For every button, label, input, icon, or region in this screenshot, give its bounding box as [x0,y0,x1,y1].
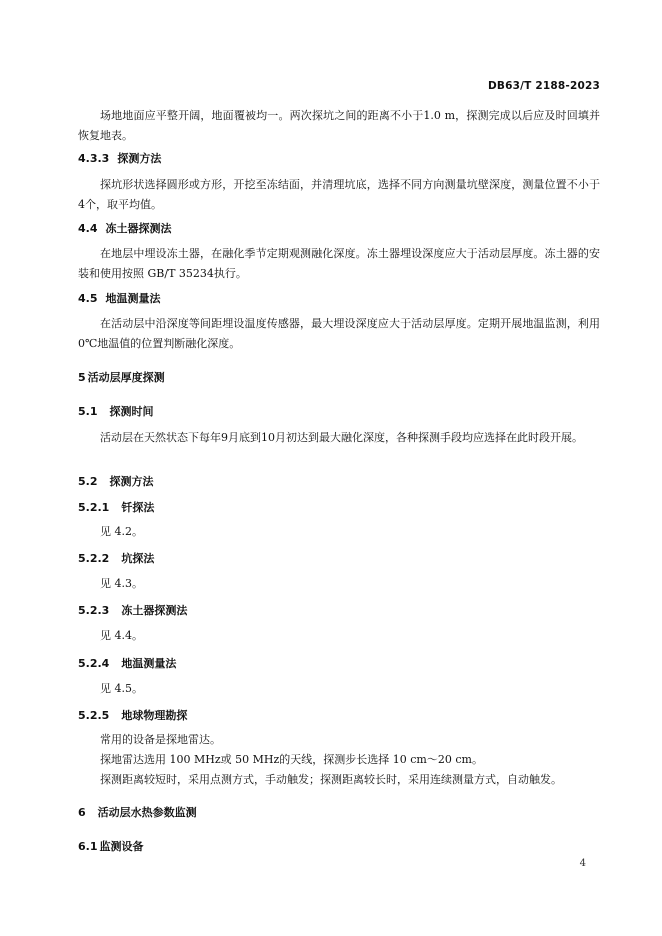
section-number: 4.4 [78,222,98,235]
paragraph: 探测距离较短时，采用点测方式，手动触发；探测距离较长时，采用连续测量方式，自动触发。 [100,773,562,786]
section-heading-5-2-5 [78,707,187,723]
paragraph: 见 4.2。 [100,525,143,538]
section-number: 5.2.4 [78,657,110,670]
section-heading-4-5 [78,290,161,306]
section-title: 钎探法 [121,501,155,514]
chapter-number: 5 [78,371,86,384]
section-heading-5-2-4 [78,655,176,671]
section-title: 坑探法 [121,552,155,565]
paragraph: 探地雷达选用 100 MHz或 50 MHz的天线，探测步长选择 10 cm～20 cm。 [100,753,483,766]
paragraph: 场地地面应平整开阔，地面覆被均一。两次探坑之间的距离不小于1.0 m，探测完成以后应及时回填并恢复地表。 [78,109,600,142]
chapter-heading-5 [78,369,165,385]
section-heading-5-1 [78,403,154,419]
paragraph: 见 4.3。 [100,577,143,590]
section-heading-5-2 [78,473,154,489]
section-number: 5.2.5 [78,709,110,722]
paragraph: 在地层中埋设冻土器，在融化季节定期观测融化深度。冻土器埋设深度应大于活动层厚度。冻土器的安装和使用按照 GB/T 35234执行。 [78,247,600,280]
section-title: 地球物理勘探 [121,709,188,722]
chapter-title: 活动层水热参数监测 [97,806,197,819]
section-title: 冻土器探测法 [105,222,172,235]
section-heading-5-2-2 [78,550,154,566]
section-heading-4-3-3 [78,150,161,166]
section-title: 探测方法 [109,475,154,488]
section-number: 5.2.1 [78,501,110,514]
chapter-title: 活动层厚度探测 [87,371,165,384]
section-heading-4-4 [78,220,172,236]
section-title: 地温测量法 [121,657,177,670]
paragraph: 见 4.4。 [100,629,143,642]
section-number: 5.2.2 [78,552,110,565]
section-number: 5.2.3 [78,604,110,617]
section-number: 5.1 [78,405,98,418]
paragraph: 探坑形状选择圆形或方形，开挖至冻结面，并清理坑底，选择不同方向测量坑壁深度，测量位置不小于4个，取平均值。 [78,178,600,211]
section-title: 探测时间 [109,405,154,418]
section-number: 4.5 [78,292,98,305]
paragraph: 常用的设备是探地雷达。 [100,733,221,746]
section-title: 监测设备 [99,840,144,853]
section-number: 6.1 [78,840,98,853]
section-heading-5-2-3 [78,602,187,618]
section-number: 4.3.3 [78,152,110,165]
section-number: 5.2 [78,475,98,488]
section-heading-6-1 [78,838,144,854]
paragraph: 在活动层中沿深度等间距埋设温度传感器，最大埋设深度应大于活动层厚度。定期开展地温监测，利用0℃地温值的位置判断融化深度。 [78,317,600,350]
page-number: 4 [579,858,586,869]
chapter-heading-6 [78,804,197,820]
paragraph: 活动层在天然状态下每年9月底到10月初达到最大融化深度，各种探测手段均应选择在此时段开展。 [100,431,583,444]
section-title: 冻土器探测法 [121,604,188,617]
section-heading-5-2-1 [78,499,154,515]
paragraph: 见 4.5。 [100,682,143,695]
chapter-number: 6 [78,806,86,819]
section-title: 地温测量法 [105,292,161,305]
section-title: 探测方法 [117,152,162,165]
standard-code: DB63/T 2188-2023 [488,80,600,92]
